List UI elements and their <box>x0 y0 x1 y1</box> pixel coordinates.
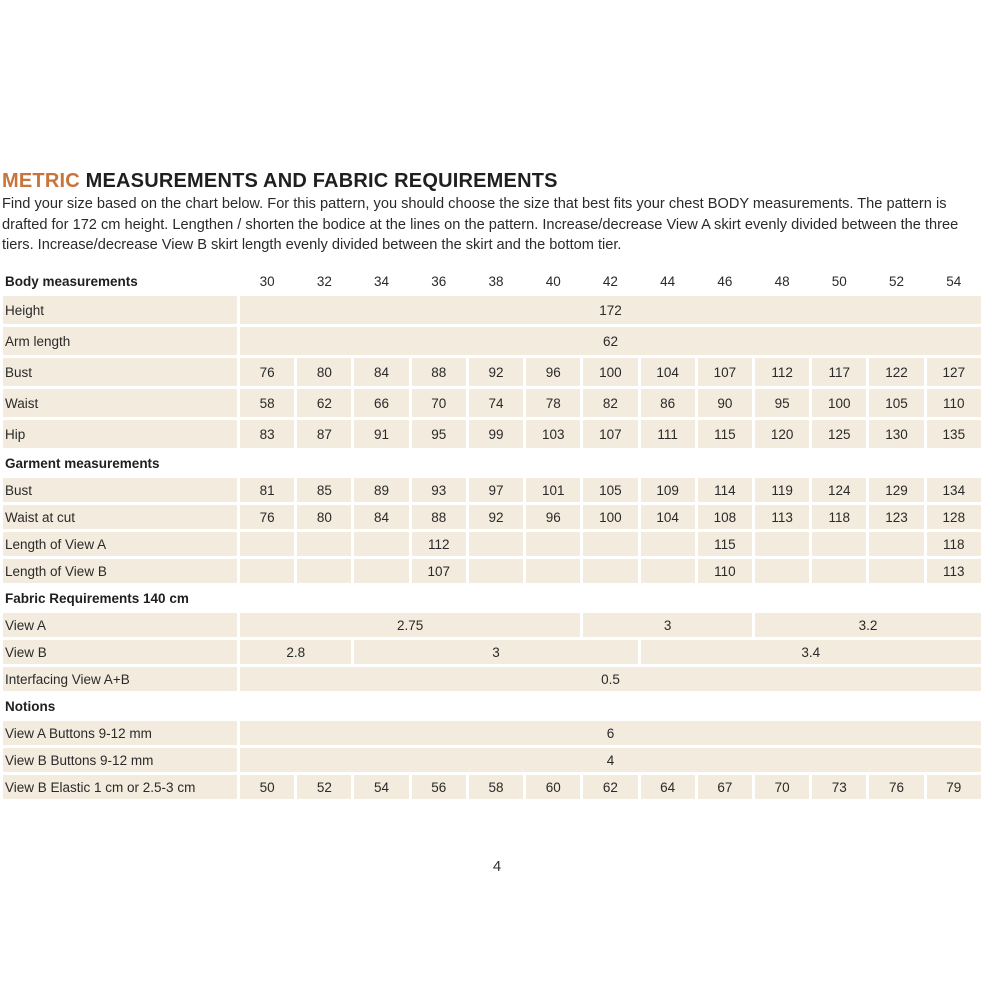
waist-value: 66 <box>354 389 408 417</box>
empty-cell <box>812 532 866 556</box>
garment-bust-value: 89 <box>354 478 408 502</box>
elastic-value: 52 <box>297 775 351 799</box>
garment-measurements-header-row <box>3 451 981 475</box>
waist-at-cut-row <box>3 505 981 529</box>
elastic-value: 62 <box>583 775 637 799</box>
size-header-46: 46 <box>717 273 733 289</box>
length-view-a-value: 118 <box>927 532 981 556</box>
hip-value: 130 <box>869 420 923 448</box>
empty-cell <box>869 532 923 556</box>
waist-at-cut-value: 84 <box>354 505 408 529</box>
bust-value: 76 <box>240 358 294 386</box>
fabric-view-a-group-2: 3 <box>583 613 752 637</box>
length-view-b-value: 107 <box>412 559 466 583</box>
garment-bust-value: 129 <box>869 478 923 502</box>
interfacing-row <box>3 667 981 691</box>
elastic-value: 79 <box>927 775 981 799</box>
bust-value: 92 <box>469 358 523 386</box>
waist-at-cut-value: 100 <box>583 505 637 529</box>
arm-length-value: 62 <box>240 327 981 355</box>
garment-bust-value: 101 <box>526 478 580 502</box>
fabric-requirements-header: Fabric Requirements 140 cm <box>5 590 189 606</box>
empty-cell <box>869 559 923 583</box>
waist-value: 78 <box>526 389 580 417</box>
hip-value: 87 <box>297 420 351 448</box>
hip-value: 95 <box>412 420 466 448</box>
hip-value: 135 <box>927 420 981 448</box>
bust-value: 112 <box>755 358 809 386</box>
garment-bust-label: Bust <box>3 478 237 502</box>
fabric-view-b-group-1: 2.8 <box>240 640 351 664</box>
size-header-40: 40 <box>545 273 561 289</box>
waist-value: 90 <box>698 389 752 417</box>
empty-cell <box>812 559 866 583</box>
empty-cell <box>755 532 809 556</box>
arm-length-row <box>3 327 981 355</box>
empty-cell <box>641 559 695 583</box>
view-a-buttons-row <box>3 721 981 745</box>
intro-paragraph: Find your size based on the chart below. For this pattern, you should choose the size that best fits your chest BODY measurements. The pattern is drafted for 172 cm height. Lengthen / shorten the bodice at the lines on the pattern. Increase/decrease View A skirt evenly divided between the three tiers. Increase/decrease View B skirt length evenly divided between the skirt and the bottom tier. <box>2 196 959 253</box>
size-chart-table <box>0 266 984 802</box>
hip-value: 115 <box>698 420 752 448</box>
height-label: Height <box>3 296 237 324</box>
hip-value: 103 <box>526 420 580 448</box>
waist-at-cut-value: 96 <box>526 505 580 529</box>
hip-value: 111 <box>641 420 695 448</box>
length-view-b-value: 110 <box>698 559 752 583</box>
hip-value: 120 <box>755 420 809 448</box>
elastic-value: 70 <box>755 775 809 799</box>
length-view-b-value: 113 <box>927 559 981 583</box>
size-header-34: 34 <box>374 273 390 289</box>
elastic-value: 64 <box>641 775 695 799</box>
waist-at-cut-label: Waist at cut <box>3 505 237 529</box>
garment-bust-value: 134 <box>927 478 981 502</box>
length-view-b-label: Length of View B <box>3 559 237 583</box>
waist-value: 82 <box>583 389 637 417</box>
bust-value: 84 <box>354 358 408 386</box>
size-header-52: 52 <box>889 273 905 289</box>
view-b-elastic-row <box>3 775 981 799</box>
body-measurements-header: Body measurements <box>5 273 138 289</box>
garment-bust-row <box>3 478 981 502</box>
hip-label: Hip <box>3 420 237 448</box>
waist-at-cut-value: 123 <box>869 505 923 529</box>
notions-header-row <box>3 694 981 718</box>
garment-bust-value: 85 <box>297 478 351 502</box>
fabric-view-a-label: View A <box>3 613 237 637</box>
view-b-buttons-row <box>3 748 981 772</box>
size-header-44: 44 <box>660 273 676 289</box>
bust-value: 122 <box>869 358 923 386</box>
empty-cell <box>583 532 637 556</box>
bust-value: 80 <box>297 358 351 386</box>
waist-at-cut-value: 113 <box>755 505 809 529</box>
page-number: 4 <box>492 858 502 875</box>
waist-value: 86 <box>641 389 695 417</box>
garment-bust-value: 109 <box>641 478 695 502</box>
hip-value: 107 <box>583 420 637 448</box>
waist-value: 58 <box>240 389 294 417</box>
hip-value: 99 <box>469 420 523 448</box>
empty-cell <box>583 559 637 583</box>
empty-cell <box>354 559 408 583</box>
body-measurements-header-row <box>3 269 981 293</box>
empty-cell <box>469 559 523 583</box>
hip-value: 125 <box>812 420 866 448</box>
title-rest: MEASUREMENTS AND FABRIC REQUIREMENTS <box>79 170 558 192</box>
interfacing-label: Interfacing View A+B <box>3 667 237 691</box>
fabric-view-a-group-1: 2.75 <box>240 613 580 637</box>
empty-cell <box>297 532 351 556</box>
fabric-view-b-group-2: 3 <box>354 640 637 664</box>
view-b-buttons-value: 4 <box>240 748 981 772</box>
waist-value: 95 <box>755 389 809 417</box>
waist-at-cut-value: 80 <box>297 505 351 529</box>
garment-bust-value: 124 <box>812 478 866 502</box>
empty-cell <box>526 532 580 556</box>
size-header-42: 42 <box>602 273 618 289</box>
view-a-buttons-label: View A Buttons 9-12 mm <box>3 721 237 745</box>
waist-value: 70 <box>412 389 466 417</box>
empty-cell <box>354 532 408 556</box>
bust-label: Bust <box>3 358 237 386</box>
bust-value: 127 <box>927 358 981 386</box>
empty-cell <box>240 532 294 556</box>
hip-row <box>3 420 981 448</box>
waist-at-cut-value: 108 <box>698 505 752 529</box>
waist-value: 100 <box>812 389 866 417</box>
fabric-view-a-group-3: 3.2 <box>755 613 981 637</box>
fabric-requirements-header-row <box>3 586 981 610</box>
garment-bust-value: 97 <box>469 478 523 502</box>
elastic-value: 73 <box>812 775 866 799</box>
garment-bust-value: 105 <box>583 478 637 502</box>
bust-value: 107 <box>698 358 752 386</box>
waist-at-cut-value: 76 <box>240 505 294 529</box>
arm-length-label: Arm length <box>3 327 237 355</box>
elastic-value: 67 <box>698 775 752 799</box>
height-value: 172 <box>240 296 981 324</box>
empty-cell <box>469 532 523 556</box>
bust-value: 88 <box>412 358 466 386</box>
view-a-buttons-value: 6 <box>240 721 981 745</box>
garment-bust-value: 119 <box>755 478 809 502</box>
notions-header: Notions <box>5 698 56 714</box>
length-view-a-value: 112 <box>412 532 466 556</box>
size-header-38: 38 <box>488 273 504 289</box>
hip-value: 83 <box>240 420 294 448</box>
garment-bust-value: 93 <box>412 478 466 502</box>
waist-at-cut-value: 128 <box>927 505 981 529</box>
title-accent: METRIC <box>2 170 80 192</box>
bust-value: 104 <box>641 358 695 386</box>
waist-value: 62 <box>297 389 351 417</box>
waist-at-cut-value: 104 <box>641 505 695 529</box>
waist-value: 105 <box>869 389 923 417</box>
empty-cell <box>240 559 294 583</box>
view-b-elastic-label: View B Elastic 1 cm or 2.5-3 cm <box>3 775 237 799</box>
waist-value: 74 <box>469 389 523 417</box>
bust-value: 117 <box>812 358 866 386</box>
bust-value: 100 <box>583 358 637 386</box>
size-header-50: 50 <box>831 273 847 289</box>
waist-at-cut-value: 92 <box>469 505 523 529</box>
waist-label: Waist <box>3 389 237 417</box>
waist-at-cut-value: 88 <box>412 505 466 529</box>
elastic-value: 54 <box>354 775 408 799</box>
bust-row <box>3 358 981 386</box>
length-view-b-row <box>3 559 981 583</box>
waist-value: 110 <box>927 389 981 417</box>
size-header-32: 32 <box>316 273 332 289</box>
waist-row <box>3 389 981 417</box>
garment-bust-value: 81 <box>240 478 294 502</box>
size-header-30: 30 <box>259 273 275 289</box>
length-view-a-row <box>3 532 981 556</box>
size-header-36: 36 <box>431 273 447 289</box>
length-view-a-label: Length of View A <box>3 532 237 556</box>
waist-at-cut-value: 118 <box>812 505 866 529</box>
fabric-view-b-label: View B <box>3 640 237 664</box>
height-row <box>3 296 981 324</box>
fabric-view-a-row <box>3 613 981 637</box>
elastic-value: 60 <box>526 775 580 799</box>
interfacing-value: 0.5 <box>240 667 981 691</box>
fabric-header-spacer <box>240 586 981 610</box>
size-header-54: 54 <box>946 273 962 289</box>
view-b-buttons-label: View B Buttons 9-12 mm <box>3 748 237 772</box>
elastic-value: 56 <box>412 775 466 799</box>
notions-header-spacer <box>240 694 981 718</box>
hip-value: 91 <box>354 420 408 448</box>
fabric-view-b-row <box>3 640 981 664</box>
garment-header-spacer <box>240 451 981 475</box>
fabric-view-b-group-3: 3.4 <box>641 640 981 664</box>
empty-cell <box>297 559 351 583</box>
garment-measurements-header: Garment measurements <box>5 455 160 471</box>
empty-cell <box>641 532 695 556</box>
elastic-value: 76 <box>869 775 923 799</box>
bust-value: 96 <box>526 358 580 386</box>
elastic-value: 58 <box>469 775 523 799</box>
size-header-48: 48 <box>774 273 790 289</box>
empty-cell <box>755 559 809 583</box>
garment-bust-value: 114 <box>698 478 752 502</box>
page-title <box>2 170 558 193</box>
length-view-a-value: 115 <box>698 532 752 556</box>
elastic-value: 50 <box>240 775 294 799</box>
empty-cell <box>526 559 580 583</box>
